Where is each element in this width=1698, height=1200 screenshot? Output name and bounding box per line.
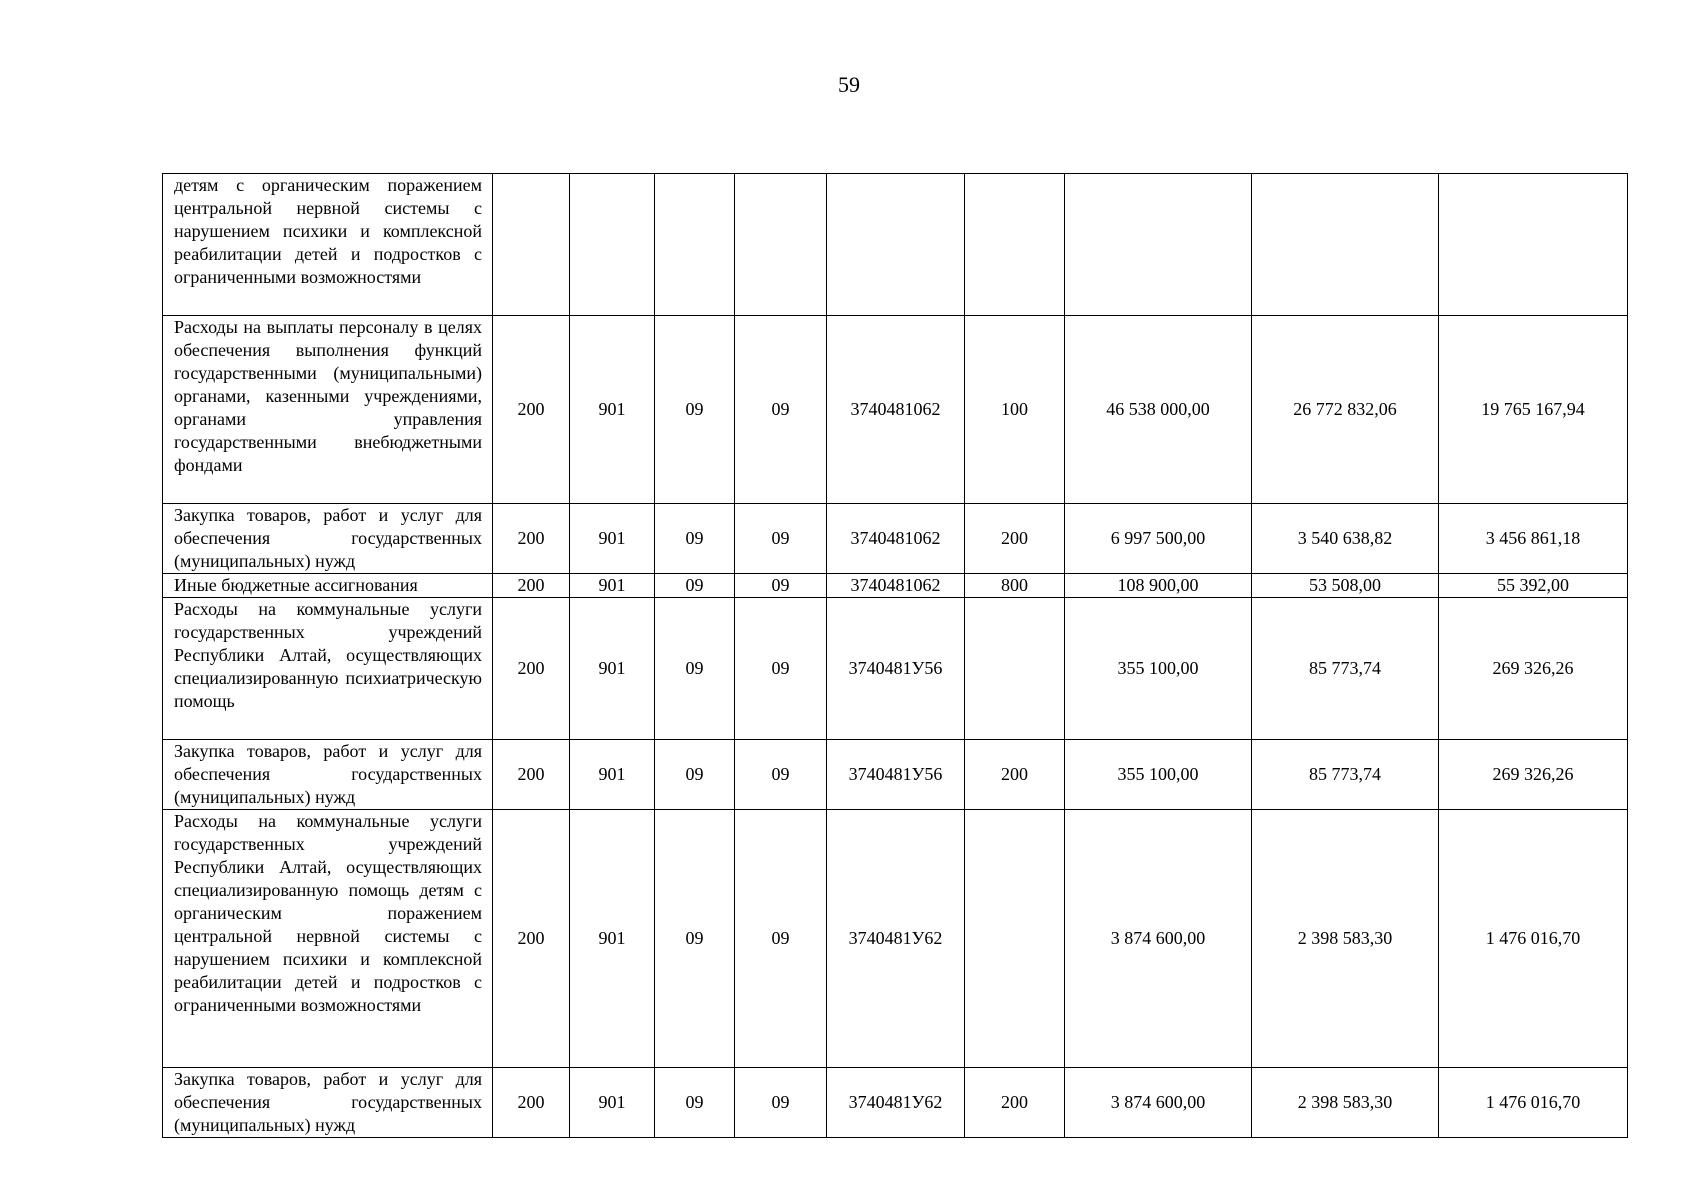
col-subsection: [735, 174, 827, 316]
col-subsection: 09: [735, 574, 827, 598]
col-budget-plan: 355 100,00: [1065, 740, 1252, 810]
col-remainder: 55 392,00: [1439, 574, 1628, 598]
col-executed: 85 773,74: [1252, 740, 1439, 810]
table-row: [163, 1068, 1628, 1138]
col-remainder: 269 326,26: [1439, 598, 1628, 740]
table-row: [163, 810, 1628, 1068]
col-section: 09: [655, 810, 735, 1068]
col-expense-type: 200: [965, 504, 1065, 574]
col-expense-type: [965, 174, 1065, 316]
col-section: [655, 174, 735, 316]
col-budget-plan: 6 997 500,00: [1065, 504, 1252, 574]
col-expense-type: 200: [965, 740, 1065, 810]
col-budget-plan: 3 874 600,00: [1065, 1068, 1252, 1138]
col-code-a: 200: [493, 316, 570, 504]
col-expense-type: 200: [965, 1068, 1065, 1138]
col-code-a: 200: [493, 598, 570, 740]
budget-table: [162, 173, 1628, 1138]
col-code-a: 200: [493, 574, 570, 598]
col-executed: 3 540 638,82: [1252, 504, 1439, 574]
col-budget-plan: 46 538 000,00: [1065, 316, 1252, 504]
col-section: 09: [655, 598, 735, 740]
col-target-article: 3740481У62: [827, 1068, 965, 1138]
col-budget-plan: 3 874 600,00: [1065, 810, 1252, 1068]
col-subsection: 09: [735, 316, 827, 504]
col-expense-type: 800: [965, 574, 1065, 598]
table-row: [163, 598, 1628, 740]
col-section: 09: [655, 740, 735, 810]
col-ministry: 901: [570, 810, 655, 1068]
col-expense-type: [965, 598, 1065, 740]
col-code-a: [493, 174, 570, 316]
table-row: [163, 740, 1628, 810]
col-target-article: 3740481062: [827, 504, 965, 574]
col-target-article: [827, 174, 965, 316]
col-ministry: [570, 174, 655, 316]
col-remainder: 269 326,26: [1439, 740, 1628, 810]
row-description: Расходы на выплаты персоналу в целях обеспечения выполнения функций государственными (муниципальными) органами, казенными учреждениями, органами управления государственными внебюджетными фондами: [163, 316, 493, 504]
col-code-a: 200: [493, 504, 570, 574]
col-executed: [1252, 174, 1439, 316]
col-budget-plan: 108 900,00: [1065, 574, 1252, 598]
col-subsection: 09: [735, 598, 827, 740]
col-target-article: 3740481У56: [827, 740, 965, 810]
col-budget-plan: [1065, 174, 1252, 316]
col-ministry: 901: [570, 740, 655, 810]
col-ministry: 901: [570, 574, 655, 598]
col-executed: 2 398 583,30: [1252, 1068, 1439, 1138]
col-ministry: 901: [570, 504, 655, 574]
col-executed: 85 773,74: [1252, 598, 1439, 740]
table-row: [163, 574, 1628, 598]
col-subsection: 09: [735, 740, 827, 810]
col-section: 09: [655, 574, 735, 598]
row-description: Расходы на коммунальные услуги государственных учреждений Республики Алтай, осуществляющих специализированную помощь детям с органическим поражением центральной нервной системы с нарушением психики и комплексной реабилитации детей и подростков с ограниченными возможностями: [163, 810, 493, 1068]
col-ministry: 901: [570, 316, 655, 504]
col-target-article: 3740481062: [827, 316, 965, 504]
col-target-article: 3740481У62: [827, 810, 965, 1068]
page-number: 59: [838, 72, 860, 97]
col-section: 09: [655, 1068, 735, 1138]
row-description: Иные бюджетные ассигнования: [163, 574, 493, 598]
col-target-article: 3740481062: [827, 574, 965, 598]
col-ministry: 901: [570, 598, 655, 740]
col-subsection: 09: [735, 1068, 827, 1138]
row-description: Расходы на коммунальные услуги государственных учреждений Республики Алтай, осуществляющих специализированную психиатрическую помощь: [163, 598, 493, 740]
table-row: [163, 504, 1628, 574]
col-section: 09: [655, 316, 735, 504]
row-description: Закупка товаров, работ и услуг для обеспечения государственных (муниципальных) нужд: [163, 740, 493, 810]
col-remainder: 1 476 016,70: [1439, 810, 1628, 1068]
col-budget-plan: 355 100,00: [1065, 598, 1252, 740]
col-remainder: 19 765 167,94: [1439, 316, 1628, 504]
row-description: детям с органическим поражением центральной нервной системы с нарушением психики и комплексной реабилитации детей и подростков с ограниченными возможностями: [163, 174, 493, 316]
col-subsection: 09: [735, 504, 827, 574]
col-remainder: 1 476 016,70: [1439, 1068, 1628, 1138]
col-code-a: 200: [493, 1068, 570, 1138]
col-remainder: 3 456 861,18: [1439, 504, 1628, 574]
col-remainder: [1439, 174, 1628, 316]
col-code-a: 200: [493, 740, 570, 810]
col-code-a: 200: [493, 810, 570, 1068]
col-executed: 53 508,00: [1252, 574, 1439, 598]
col-expense-type: [965, 810, 1065, 1068]
col-executed: 26 772 832,06: [1252, 316, 1439, 504]
col-expense-type: 100: [965, 316, 1065, 504]
row-description: Закупка товаров, работ и услуг для обеспечения государственных (муниципальных) нужд: [163, 1068, 493, 1138]
col-target-article: 3740481У56: [827, 598, 965, 740]
col-section: 09: [655, 504, 735, 574]
table-row: [163, 316, 1628, 504]
col-subsection: 09: [735, 810, 827, 1068]
col-executed: 2 398 583,30: [1252, 810, 1439, 1068]
row-description: Закупка товаров, работ и услуг для обеспечения государственных (муниципальных) нужд: [163, 504, 493, 574]
col-ministry: 901: [570, 1068, 655, 1138]
table-row: [163, 174, 1628, 316]
